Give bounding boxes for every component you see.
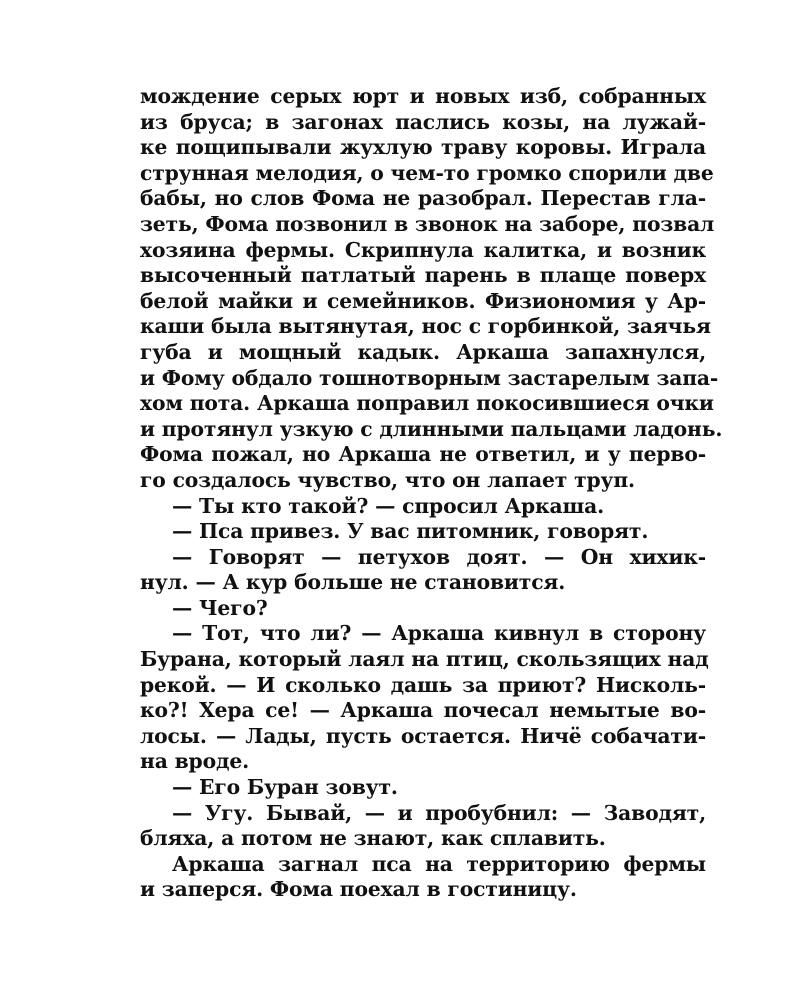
text-line: высоченный патлатый парень в плаще поверх [140,263,706,288]
text-line: ке пощипывали жухлую траву коровы. Играла [140,135,706,160]
text-line: и Фому обдало тошнотворным застарелым запа- [140,365,719,390]
text-line: — Чего? [172,595,268,620]
text-line: Бурана, который лаял на птиц, скользящих над [140,647,709,672]
text-line: и протянул узкую с длинными пальцами ладонь. [140,416,723,441]
text-line: — Его Буран зовут. [172,775,398,800]
text-line: лосы. — Лады, пусть остается. Ничё собачати- [140,723,706,748]
text-line: на вроде. [140,749,249,774]
text-line: — Ты кто такой? — спросил Аркаша. [172,493,605,518]
text-line: зеть, Фома позвонил в звонок на заборе, позвал [140,211,715,236]
text-line: Аркаша загнал пса на территорию фермы [172,851,706,876]
text-line: — Тот, что ли? — Аркаша кивнул в сторону [172,621,706,646]
text-line: — Говорят — петухов доят. — Он хихик- [172,544,706,569]
text-line: губа и мощный кадык. Аркаша запахнулся, [140,339,706,364]
text-line: из бруса; в загонах паслись козы, на лужай- [140,109,706,134]
text-line: белой майки и семейников. Физиономия у Ар- [140,288,706,313]
text-line: нул. — А кур больше не становится. [140,570,566,595]
text-line: бляха, а потом не знают, как сплавить. [140,826,606,851]
text-line: го создалось чувство, что он лапает труп. [140,467,635,492]
text-line: рекой. — И сколько дашь за приют? Нисколь- [140,672,706,697]
text-line: — Угу. Бывай, — и пробубнил: — Заводят, [172,800,706,825]
text-line: мождение серых юрт и новых изб, собранных [140,84,706,108]
text-line: струнная мелодия, о чем-то громко спорили две [140,160,714,185]
text-line: хозяина фермы. Скрипнула калитка, и возник [140,237,706,262]
text-line: Фома пожал, но Аркаша не ответил, и у перво- [140,442,706,467]
text-line: — Пса привез. У вас питомник, говорят. [172,519,649,544]
text-line: ко?! Хера се! — Аркаша почесал немытые во- [140,698,706,723]
text-line: бабы, но слов Фома не разобрал. Перестав гла- [140,186,706,211]
text-line: каши была вытянутая, нос с горбинкой, заячья [140,314,711,339]
text-line: и заперся. Фома поехал в гостиницу. [140,877,577,902]
body-text [140,84,723,903]
text-line: хом пота. Аркаша поправил покосившиеся очки [140,391,714,416]
